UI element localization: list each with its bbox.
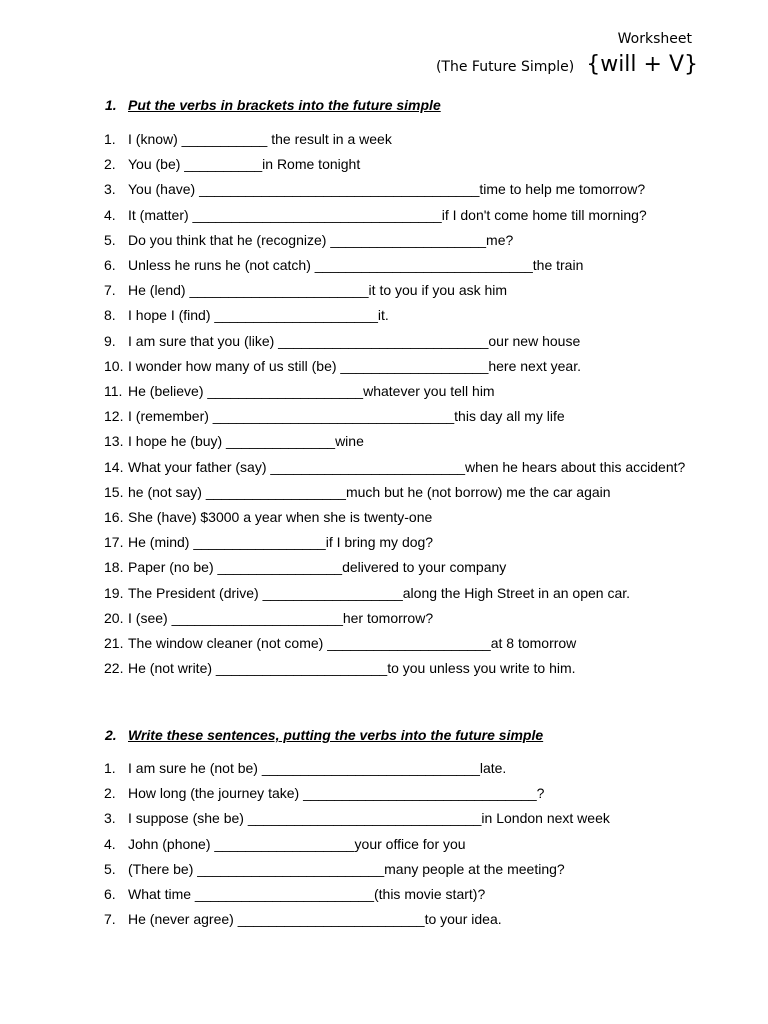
exercise-item [104,404,685,429]
exercise-number: 13. [104,433,124,450]
exercise-item [104,882,610,907]
exercise-item [104,781,610,806]
exercise-text: Do you think that he (recognize) ____________________me? [128,231,514,248]
exercise-text: I (remember) _______________________________this day all my life [128,408,565,425]
header-worksheet-label: Worksheet [617,31,692,47]
exercise-item [104,631,685,656]
exercise-item [104,857,610,882]
exercise-number: 7. [104,911,116,928]
exercise-text: I am sure that you (like) ___________________________our new house [128,332,581,349]
exercise-text: (There be) ________________________many people at the meeting? [128,860,565,877]
exercise-number: 7. [104,282,116,299]
exercise-number: 18. [104,559,124,576]
header-subtitle [436,52,698,77]
exercise-item [104,907,610,932]
exercise-text: He (not write) ______________________to you unless you write to him. [128,660,576,677]
exercise-item [104,455,685,480]
header-formula: {will + V} [586,52,698,77]
exercise-number: 10. [104,357,124,374]
exercise-text: What time _______________________(this movie start)? [128,886,486,903]
exercise-number: 2. [104,156,116,173]
exercise-text: He (believe) ____________________whatever you tell him [128,383,495,400]
exercise-item [104,329,685,354]
exercise-text: You (have) ____________________________________time to help me tomorrow? [128,181,646,198]
exercise-number: 4. [104,206,116,223]
exercise-number: 2. [104,785,116,802]
exercise-item [104,756,610,781]
exercise-item [104,555,685,580]
exercise-number: 20. [104,609,124,626]
section-2-heading [105,727,543,743]
exercise-item [104,228,685,253]
exercise-text: How long (the journey take) ______________________________? [128,785,545,802]
exercise-item [104,606,685,631]
exercise-number: 1. [104,760,116,776]
exercise-number: 14. [104,458,124,475]
exercise-item [104,152,685,177]
exercise-text: I am sure he (not be) ____________________________late. [128,760,507,776]
section-1-heading [105,97,441,113]
section-2-number: 2. [105,727,117,743]
section-2-list [104,756,610,932]
exercise-number: 17. [104,534,124,551]
exercise-item [104,253,685,278]
exercise-item [104,429,685,454]
exercise-item [104,806,610,831]
exercise-number: 5. [104,860,116,877]
exercise-text: he (not say) __________________much but he (not borrow) me the car again [128,483,611,500]
exercise-text: I suppose (she be) ______________________________in London next week [128,810,610,827]
exercise-number: 3. [104,810,116,827]
exercise-item [104,303,685,328]
exercise-number: 16. [104,509,124,526]
exercise-number: 12. [104,408,124,425]
exercise-number: 3. [104,181,116,198]
exercise-item [104,656,685,681]
exercise-item [104,203,685,228]
exercise-item [104,505,685,530]
exercise-text: I hope I (find) _____________________it. [128,307,389,324]
exercise-number: 8. [104,307,116,324]
exercise-number: 9. [104,332,116,349]
exercise-number: 6. [104,886,116,903]
exercise-item [104,832,610,857]
exercise-text: I (know) ___________ the result in a week [128,131,392,147]
section-1-number: 1. [105,97,117,113]
header-topic: (The Future Simple) [435,59,575,75]
exercise-text: Paper (no be) ________________delivered to your company [128,559,507,576]
exercise-item [104,127,685,152]
exercise-text: He (mind) _________________if I bring my dog? [128,534,434,551]
exercise-text: I wonder how many of us still (be) ___________________here next year. [128,357,581,374]
exercise-item [104,379,685,404]
exercise-item [104,480,685,505]
exercise-number: 11. [104,383,123,400]
exercise-text: John (phone) __________________your office for you [128,835,466,852]
exercise-text: I (see) ______________________her tomorrow? [128,609,434,626]
exercise-number: 15. [104,483,124,500]
exercise-item [104,530,685,555]
exercise-item [104,354,685,379]
exercise-number: 22. [104,660,124,677]
exercise-number: 6. [104,257,116,274]
exercise-number: 19. [104,584,124,601]
section-1-list [104,127,685,681]
exercise-item [104,581,685,606]
exercise-text: The window cleaner (not come) _____________________at 8 tomorrow [128,635,577,652]
exercise-text: Unless he runs he (not catch) ____________________________the train [128,257,584,274]
exercise-number: 21. [104,635,124,652]
exercise-text: You (be) __________in Rome tonight [128,156,361,173]
exercise-number: 1. [104,131,116,147]
section-1-title: Put the verbs in brackets into the future simple [128,97,441,113]
exercise-text: The President (drive) __________________along the High Street in an open car. [128,584,631,601]
exercise-text: He (lend) _______________________it to you if you ask him [128,282,508,299]
section-2-title: Write these sentences, putting the verbs into the future simple [128,727,544,743]
exercise-number: 4. [104,835,116,852]
exercise-text: I hope he (buy) ______________wine [128,433,364,450]
exercise-item [104,177,685,202]
exercise-text: She (have) $3000 a year when she is twenty-one [128,509,433,526]
exercise-text: What your father (say) _________________________when he hears about this accident? [128,458,686,475]
exercise-text: It (matter) ________________________________if I don't come home till morning? [128,206,647,223]
exercise-item [104,278,685,303]
exercise-text: He (never agree) ________________________to your idea. [128,911,502,928]
exercise-number: 5. [104,231,116,248]
